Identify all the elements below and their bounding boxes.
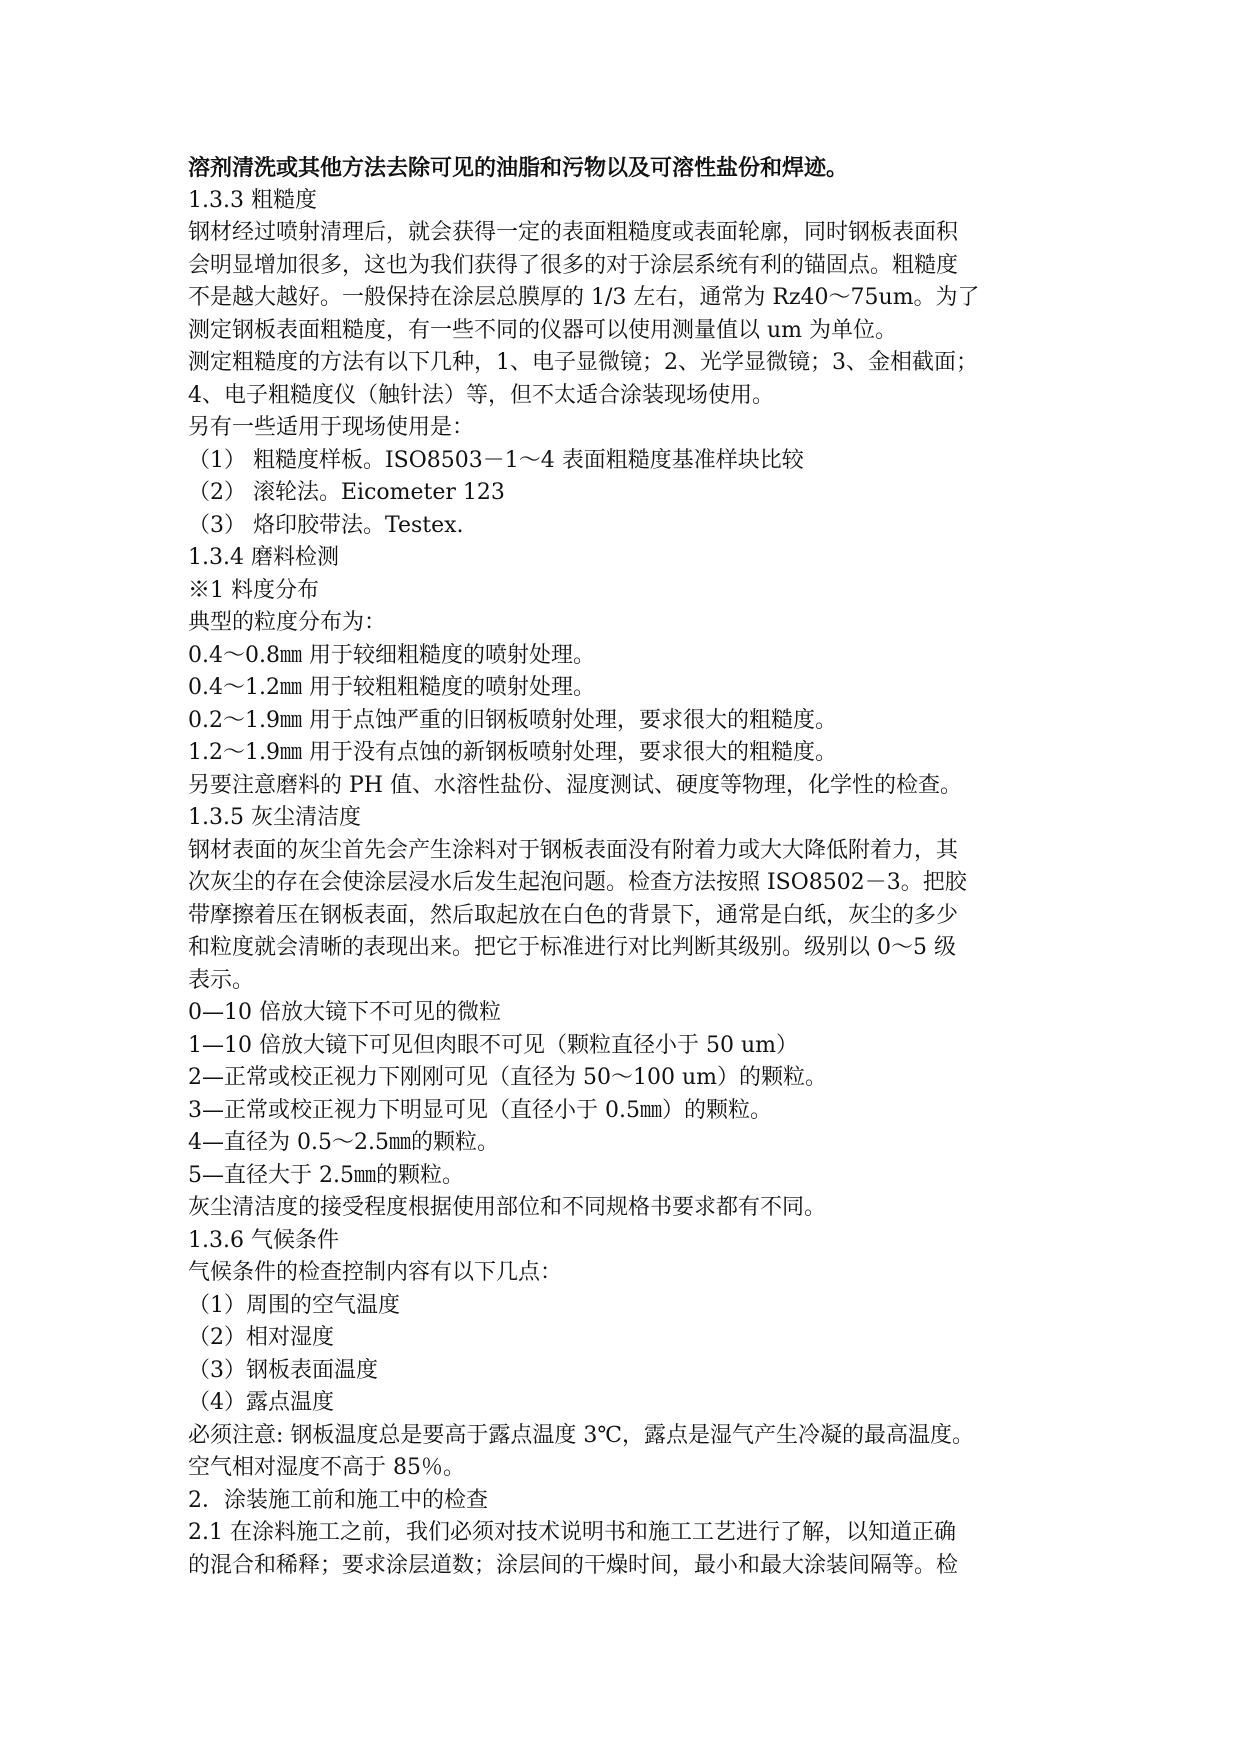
text-line: 带摩擦着压在钢板表面，然后取起放在白色的背景下，通常是白纸，灰尘的多少 — [188, 902, 959, 928]
text-line: 会明显增加很多，这也为我们获得了很多的对于涂层系统有利的锚固点。粗糙度 — [188, 252, 959, 278]
text-line: 和粒度就会清晰的表现出来。把它于标准进行对比判断其级别。级别以 0～5 级 — [188, 935, 956, 960]
text-line: 测定钢板表面粗糙度，有一些不同的仪器可以使用测量值以 um 为单位。 — [188, 317, 898, 343]
text-line: 4—直径为 0.5～2.5㎜的颗粒。 — [188, 1130, 499, 1155]
text-line: 0—10 倍放大镜下不可见的微粒 — [188, 1000, 501, 1025]
text-line: 1.2～1.9㎜ 用于没有点蚀的新钢板喷射处理，要求很大的粗糙度。 — [188, 740, 837, 765]
text-line: 必须注意: 钢板温度总是要高于露点温度 3℃，露点是湿气产生冷凝的最高温度。 — [188, 1422, 975, 1448]
text-line: 1—10 倍放大镜下可见但肉眼不可见（颗粒直径小于 50 um） — [188, 1032, 798, 1058]
text-line: 的混合和稀释；要求涂层道数；涂层间的干燥时间，最小和最大涂装间隔等。检 — [188, 1552, 959, 1578]
text-line: 钢材表面的灰尘首先会产生涂料对于钢板表面没有附着力或大大降低附着力，其 — [188, 837, 959, 863]
text-line: 0.4～1.2㎜ 用于较粗粗糙度的喷射处理。 — [188, 675, 595, 700]
text-line: 4、电子粗糙度仪（触针法）等，但不太适合涂装现场使用。 — [188, 382, 774, 408]
text-line: 钢材经过喷射清理后，就会获得一定的表面粗糙度或表面轮廓，同时钢板表面积 — [188, 220, 959, 245]
document-page — [188, 152, 1068, 1582]
text-line: （2） 滚轮法。Eicometer 123 — [188, 480, 505, 505]
text-line: （1） 粗糙度样板。ISO8503－1～4 表面粗糙度基准样块比较 — [188, 447, 804, 473]
text-line: 空气相对湿度不高于 85％。 — [188, 1455, 465, 1480]
text-line: （3） 烙印胶带法。Testex. — [188, 512, 464, 538]
text-line: 3—正常或校正视力下明显可见（直径小于 0.5㎜）的颗粒。 — [188, 1097, 772, 1123]
text-line: 不是越大越好。一般保持在涂层总膜厚的 1/3 左右，通常为 Rz40～75um。为了 — [188, 285, 980, 310]
text-line: （4）露点温度 — [188, 1390, 334, 1415]
text-line: 0.4～0.8㎜ 用于较细粗糙度的喷射处理。 — [188, 642, 595, 668]
text-line: （3）钢板表面温度 — [188, 1357, 378, 1383]
text-line: 气候条件的检查控制内容有以下几点： — [188, 1260, 563, 1285]
text-line: （1）周围的空气温度 — [188, 1292, 400, 1318]
text-line: （2）相对湿度 — [188, 1325, 334, 1350]
text-line: 1.3.3 粗糙度 — [188, 187, 317, 213]
text-line: 5—直径大于 2.5㎜的颗粒。 — [188, 1162, 464, 1188]
text-line: 1.3.5 灰尘清洁度 — [188, 805, 361, 830]
text-line: 灰尘清洁度的接受程度根据使用部位和不同规格书要求都有不同。 — [188, 1195, 827, 1220]
text-line: 典型的粒度分布为： — [188, 610, 387, 635]
text-line: 表示。 — [188, 967, 255, 993]
text-line: 0.2～1.9㎜ 用于点蚀严重的旧钢板喷射处理，要求很大的粗糙度。 — [188, 707, 837, 733]
text-line: 1.3.6 气候条件 — [188, 1227, 339, 1253]
text-line: 2—正常或校正视力下刚刚可见（直径为 50～100 um）的颗粒。 — [188, 1065, 828, 1090]
text-line: 1.3.4 磨料检测 — [188, 545, 339, 570]
text-line: 溶剂清洗或其他方法去除可见的油脂和污物以及可溶性盐份和焊迹。 — [188, 155, 849, 181]
text-line: 2．涂装施工前和施工中的检查 — [188, 1487, 488, 1513]
text-line: 另要注意磨料的 PH 值、水溶性盐份、湿度测试、硬度等物理，化学性的检查。 — [188, 772, 962, 798]
text-line: 另有一些适用于现场使用是： — [188, 415, 475, 440]
text-line: 测定粗糙度的方法有以下几种，1、电子显微镜；2、光学显微镜；3、金相截面； — [188, 350, 978, 375]
text-line: ※1 料度分布 — [188, 577, 319, 603]
text-line: 2.1 在涂料施工之前，我们必须对技术说明书和施工工艺进行了解，以知道正确 — [188, 1520, 956, 1545]
text-line: 次灰尘的存在会使涂层浸水后发生起泡问题。检查方法按照 ISO8502－3。把胶 — [188, 870, 967, 895]
